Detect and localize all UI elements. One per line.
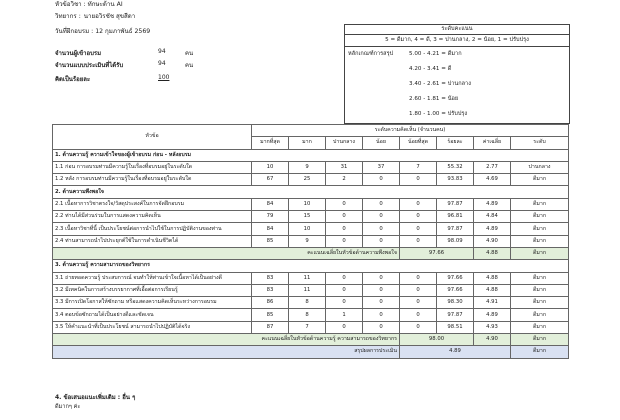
level-cell: ดีมาก: [511, 174, 569, 186]
value-cell: 11: [289, 272, 326, 284]
value-cell: 0: [400, 284, 437, 296]
section-row: [53, 149, 569, 161]
value-cell: 0: [363, 235, 400, 247]
stat-attendees: [55, 48, 194, 58]
value-cell: 4.89: [474, 309, 511, 321]
value-cell: 11: [289, 284, 326, 296]
col-header: มาก: [289, 137, 326, 149]
speaker-line: [55, 11, 135, 21]
summary-row: [53, 247, 569, 259]
value-cell: 84: [252, 198, 289, 210]
stat-responses: [55, 60, 194, 70]
value-cell: 8: [289, 309, 326, 321]
col-header: น้อย: [363, 137, 400, 149]
value-cell: 87: [252, 321, 289, 333]
value-cell: 97.87: [437, 309, 474, 321]
value-cell: 0: [363, 284, 400, 296]
value-cell: 0: [400, 211, 437, 223]
value-cell: 0: [400, 235, 437, 247]
level-cell: ดีมาก: [511, 272, 569, 284]
topic-header: หัวข้อ: [53, 125, 252, 150]
table-row: [53, 223, 569, 235]
value-cell: 0: [363, 223, 400, 235]
value-cell: 4.93: [474, 321, 511, 333]
table-row: [53, 235, 569, 247]
summary-row: [53, 334, 569, 346]
value-cell: 37: [363, 161, 400, 173]
level-cell: ดีมาก: [511, 211, 569, 223]
value-cell: 98.30: [437, 297, 474, 309]
value-cell: 85: [252, 235, 289, 247]
table-row: [53, 161, 569, 173]
value-cell: 0: [400, 174, 437, 186]
value-cell: 4.89: [474, 223, 511, 235]
summary-average: 4.88: [474, 247, 511, 259]
value-cell: 4.84: [474, 211, 511, 223]
level-cell: ดีมาก: [511, 223, 569, 235]
value-cell: 4.89: [474, 198, 511, 210]
total-average: 4.89: [400, 346, 511, 358]
stat-label: คิดเป็นร้อยละ: [55, 76, 91, 83]
topic-cell: 3.2 มีเทคนิคในการสร้างบรรยากาศที่เอื้อต่อการเรียนรู้: [53, 284, 252, 296]
value-cell: 84: [252, 223, 289, 235]
summary-label: คะแนนเฉลี่ยในหัวข้อด้านความรู้ ความสามารถของวิทยากร: [53, 334, 400, 346]
value-cell: 0: [363, 272, 400, 284]
opinion-group-header: ระดับความคิดเห็น (จำนวนคน): [252, 125, 569, 137]
value-cell: 79: [252, 211, 289, 223]
value-cell: 96.81: [437, 211, 474, 223]
value-cell: 4.88: [474, 284, 511, 296]
topic-cell: 3.3 มีการเปิดโอกาสให้ซักถาม หรือแสดงความคิดเห็นระหว่างการอบรม: [53, 297, 252, 309]
level-cell: ดีมาก: [511, 321, 569, 333]
value-cell: 0: [326, 223, 363, 235]
value-cell: 0: [400, 198, 437, 210]
summary-percent: 97.66: [400, 247, 474, 259]
value-cell: 85: [252, 309, 289, 321]
value-cell: 0: [400, 297, 437, 309]
scale-row: [345, 94, 569, 104]
section-title: 2. ด้านความพึงพอใจ: [53, 186, 569, 198]
topic-cell: 2.2 ท่านได้มีส่วนร่วมในการแสดงความคิดเห็น: [53, 211, 252, 223]
col-header: ปานกลาง: [326, 137, 363, 149]
value-cell: 10: [289, 223, 326, 235]
scale-range: 1.80 - 1.00 = ปรับปรุง: [409, 111, 468, 117]
value-cell: 9: [289, 235, 326, 247]
topic-cell: 2.4 ท่านสามารถนำไปประยุกต์ใช้ในการดำเนินชีวิตได้: [53, 235, 252, 247]
stat-value: 94: [158, 60, 166, 67]
table-row: [53, 174, 569, 186]
value-cell: 55.32: [437, 161, 474, 173]
table-row: [53, 211, 569, 223]
level-cell: ดีมาก: [511, 297, 569, 309]
scale-range: 5.00 - 4.21 = ดีมาก: [409, 51, 462, 57]
suggestions-title: 4. ข้อเสนอแนะเพิ่มเติม : อื่น ๆ: [55, 394, 136, 401]
scale-row: [345, 49, 569, 59]
scale-range: 3.40 - 2.61 = ปานกลาง: [409, 81, 471, 87]
stat-label: จำนวนผู้เข้าอบรม: [55, 50, 102, 57]
scale-row: [345, 79, 569, 89]
value-cell: 0: [326, 235, 363, 247]
stat-value: 94: [158, 48, 166, 55]
col-header: มากที่สุด: [252, 137, 289, 149]
value-cell: 1: [326, 309, 363, 321]
topic-cell: 1.1 ก่อน การอบรมท่านมีความรู้ในเรื่องที่อบรมอยู่ในระดับใด: [53, 161, 252, 173]
topic-cell: 2.1 เนื้อหาการวิชาตรงใจ/วัสดุประสงค์ในการจัดฝึกอบรม: [53, 198, 252, 210]
scale-range: 2.60 - 1.81 = น้อย: [409, 96, 459, 102]
topic-cell: 3.4 ตอบข้อซักถามได้เป็นอย่างดีและชัดเจน: [53, 309, 252, 321]
value-cell: 97.66: [437, 272, 474, 284]
col-header: ร้อยละ: [437, 137, 474, 149]
speaker-label: วิทยากร :: [55, 13, 81, 20]
criteria-label: หลักเกณฑ์การสรุป: [348, 51, 394, 57]
value-cell: 0: [363, 198, 400, 210]
value-cell: 7: [289, 321, 326, 333]
value-cell: 86: [252, 297, 289, 309]
section-title: 1. ด้านความรู้ ความเข้าใจของผู้เข้าอบรม ก่อน - หลังอบรม: [53, 149, 569, 161]
value-cell: 4.91: [474, 297, 511, 309]
value-cell: 0: [326, 272, 363, 284]
value-cell: 83: [252, 272, 289, 284]
suggestions-text: ดีมากๆ ค่ะ: [55, 404, 81, 410]
topic-cell: 3.1 ถ่ายทอดความรู้ ประสบการณ์ จนทำให้ท่านเข้าใจเนื้อหาได้เป็นอย่างดี: [53, 272, 252, 284]
value-cell: 98.09: [437, 235, 474, 247]
value-cell: 93.83: [437, 174, 474, 186]
col-header: ระดับ: [511, 137, 569, 149]
value-cell: 4.90: [474, 235, 511, 247]
summary-average: 4.90: [474, 334, 511, 346]
value-cell: 31: [326, 161, 363, 173]
col-header: ค่าเฉลี่ย: [474, 137, 511, 149]
level-cell: ดีมาก: [511, 235, 569, 247]
subject-line: หัวข้อวิชา : ทักษะด้าน AI: [55, 1, 123, 8]
stat-value: 100: [158, 74, 170, 81]
value-cell: 0: [400, 272, 437, 284]
stat-unit: คน: [185, 62, 194, 69]
value-cell: 8: [289, 297, 326, 309]
section-title: 3. ด้านความรู้ ความสามารถของวิทยากร: [53, 260, 569, 272]
value-cell: 9: [289, 161, 326, 173]
value-cell: 4.88: [474, 272, 511, 284]
stat-unit: คน: [185, 50, 194, 57]
value-cell: 0: [326, 321, 363, 333]
value-cell: 0: [363, 297, 400, 309]
level-cell: ดีมาก: [511, 198, 569, 210]
value-cell: 0: [363, 211, 400, 223]
table-row: [53, 309, 569, 321]
value-cell: 2.77: [474, 161, 511, 173]
section-row: [53, 186, 569, 198]
score-scale-box: [344, 24, 570, 124]
summary-percent: 98.00: [400, 334, 474, 346]
value-cell: 0: [363, 309, 400, 321]
value-cell: 0: [363, 321, 400, 333]
scale-range: 4.20 - 3.41 = ดี: [409, 66, 452, 72]
value-cell: 0: [326, 198, 363, 210]
value-cell: 15: [289, 211, 326, 223]
value-cell: 97.87: [437, 223, 474, 235]
value-cell: 0: [400, 309, 437, 321]
value-cell: 0: [326, 297, 363, 309]
topic-cell: 1.2 หลัง การอบรมท่านมีความรู้ในเรื่องที่อบรมอยู่ในระดับใด: [53, 174, 252, 186]
total-level: ดีมาก: [511, 346, 569, 358]
value-cell: 97.87: [437, 198, 474, 210]
value-cell: 10: [252, 161, 289, 173]
scale-legend: 5 = ดีมาก, 4 = ดี, 3 = ปานกลาง, 2 = น้อย, 1 = ปรับปรุง: [345, 35, 569, 47]
level-cell: ปานกลาง: [511, 161, 569, 173]
level-cell: ดีมาก: [511, 309, 569, 321]
total-row: [53, 346, 569, 358]
value-cell: 0: [326, 211, 363, 223]
speaker-name: นายอวิรชัช สุขสีดา: [83, 13, 136, 20]
value-cell: 67: [252, 174, 289, 186]
table-row: [53, 272, 569, 284]
section-row: [53, 260, 569, 272]
stat-label: จำนวนแบบประเมินที่ได้รับ: [55, 62, 124, 69]
summary-level: ดีมาก: [511, 247, 569, 259]
value-cell: 0: [400, 223, 437, 235]
summary-label: คะแนนเฉลี่ยในหัวข้อด้านความพึงพอใจ: [53, 247, 400, 259]
table-row: [53, 284, 569, 296]
value-cell: 4.69: [474, 174, 511, 186]
scale-row: [345, 109, 569, 119]
scale-row: [345, 64, 569, 74]
total-label: สรุปผลการประเมิน: [53, 346, 400, 358]
table-row: [53, 198, 569, 210]
table-row: [53, 297, 569, 309]
scale-title: ระดับคะแนน: [345, 25, 569, 35]
value-cell: 0: [363, 174, 400, 186]
training-date: วันที่ฝึกอบรม : 12 กุมภาพันธ์ 2569: [55, 28, 151, 35]
topic-cell: 2.3 เนื้อหาวิชาที่นี้ เป็นประโยชน์ต่อการนำไปใช้ในการปฏิบัติงานของท่าน: [53, 223, 252, 235]
table-row: [53, 321, 569, 333]
value-cell: 83: [252, 284, 289, 296]
topic-cell: 3.5 ให้คำแนะนำที่เป็นประโยชน์ สามารถนำไปปฏิบัติได้จริง: [53, 321, 252, 333]
value-cell: 97.66: [437, 284, 474, 296]
value-cell: 98.51: [437, 321, 474, 333]
level-cell: ดีมาก: [511, 284, 569, 296]
value-cell: 2: [326, 174, 363, 186]
value-cell: 7: [400, 161, 437, 173]
col-header: น้อยที่สุด: [400, 137, 437, 149]
evaluation-table: [52, 124, 569, 359]
value-cell: 25: [289, 174, 326, 186]
value-cell: 10: [289, 198, 326, 210]
summary-level: ดีมาก: [511, 334, 569, 346]
value-cell: 0: [326, 284, 363, 296]
stat-percent: [55, 74, 170, 84]
value-cell: 0: [400, 321, 437, 333]
